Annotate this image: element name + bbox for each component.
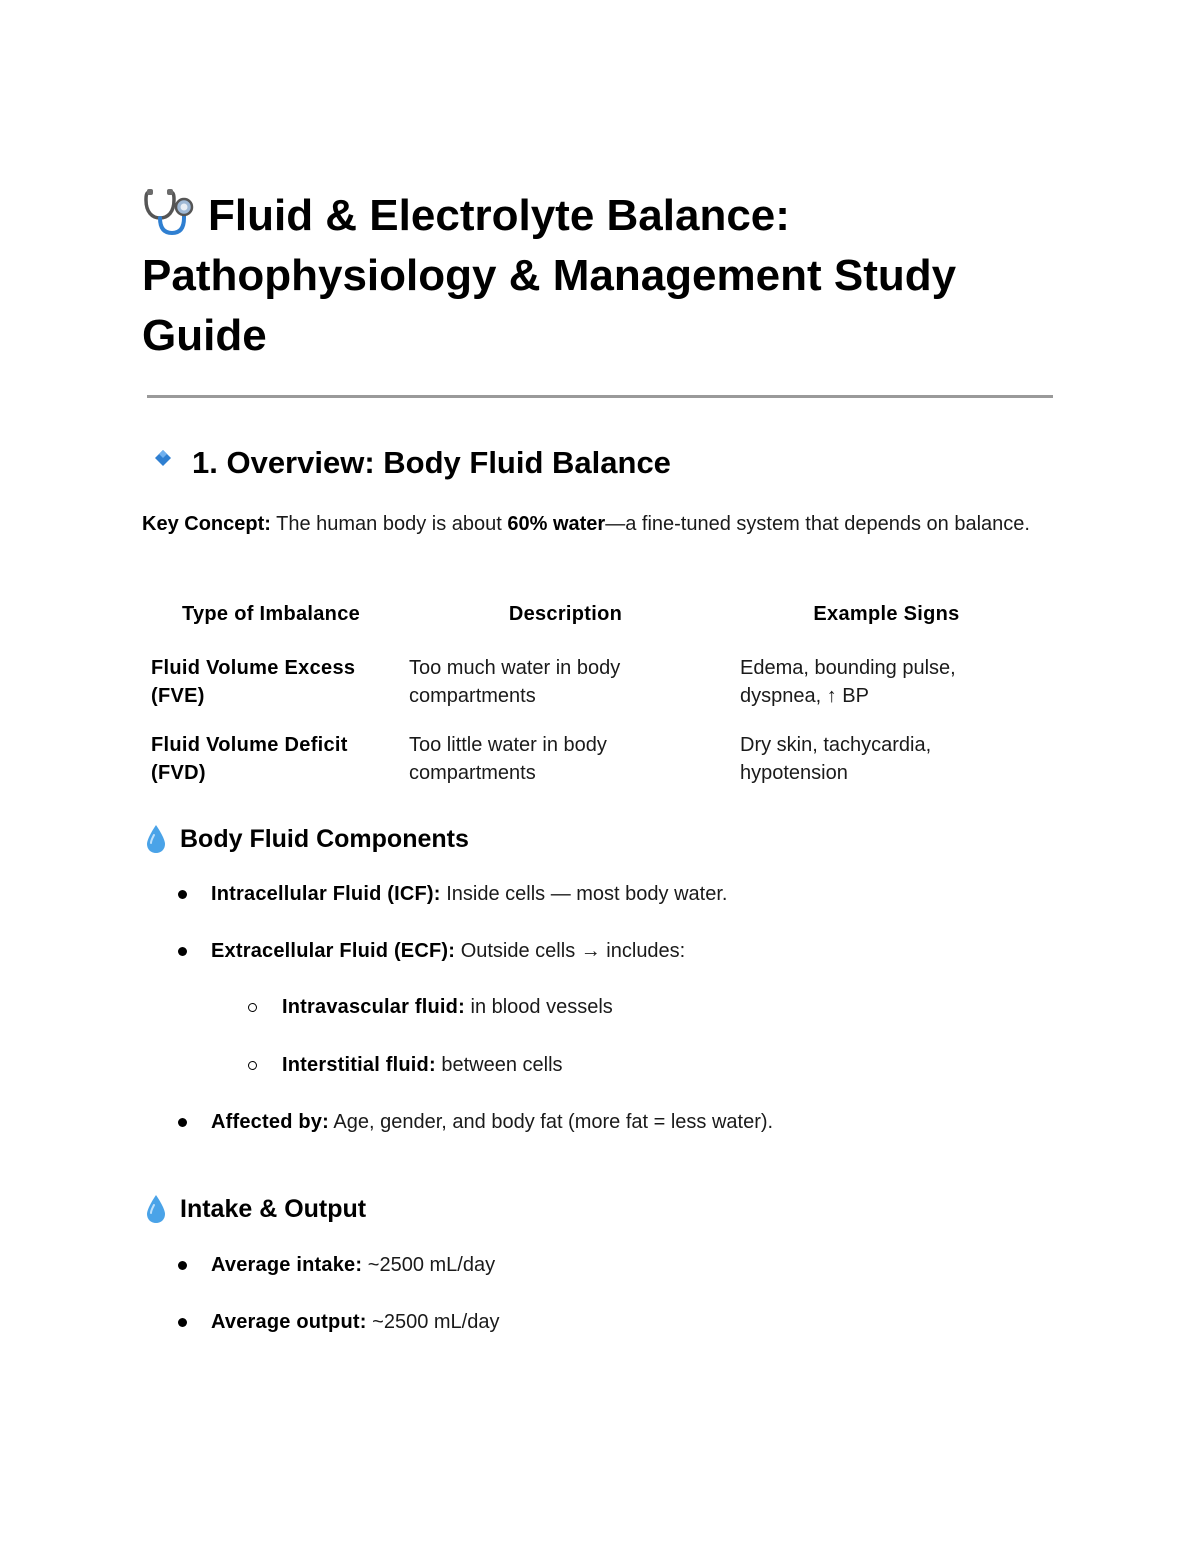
list-item: Average intake: ~2500 mL/day: [211, 1254, 496, 1276]
key-concept-emphasis: 60% water: [507, 513, 606, 535]
table-cell: Edema, bounding pulse, dyspnea, ↑ BP: [740, 657, 956, 707]
table-row: [142, 647, 1042, 724]
bullet-marker: [178, 947, 187, 956]
list-item: Average output: ~2500 mL/day: [211, 1311, 500, 1333]
subheading-intake-output: Intake & Output: [144, 1192, 366, 1226]
sub-bullet-marker: [248, 1061, 257, 1070]
table-cell: Too little water in body compartments: [409, 734, 607, 784]
bullet-marker: [178, 1318, 187, 1327]
table-header-cell: Type of Imbalance: [181, 603, 361, 625]
subheading-body-fluid-components: Body Fluid Components: [144, 822, 469, 856]
section-heading-overview: 1. Overview: Body Fluid Balance: [150, 443, 671, 483]
table-header-cell: Description: [508, 603, 623, 625]
stethoscope-icon: [142, 188, 198, 236]
bullet-marker: [178, 890, 187, 899]
table-header-cell: Example Signs: [813, 603, 960, 625]
list-item: Intravascular fluid: in blood vessels: [282, 996, 613, 1018]
imbalance-table: [142, 595, 1042, 801]
key-concept-label: Key Concept:: [142, 513, 271, 535]
table-cell: Dry skin, tachycardia, hypotension: [740, 734, 932, 784]
bullet-marker: [178, 1261, 187, 1270]
document-title: Fluid & Electrolyte Balance: Pathophysiology & Management Study Guide: [142, 186, 1042, 366]
key-concept-paragraph: Key Concept: The human body is about 60% water—a fine-tuned system that depends on balance.: [142, 513, 1030, 535]
list-item: Interstitial fluid: between cells: [282, 1054, 563, 1076]
list-item: Extracellular Fluid (ECF): Outside cells → includes:: [211, 940, 686, 962]
table-row: [142, 724, 1042, 801]
sub-bullet-marker: [248, 1003, 257, 1012]
list-item: Intracellular Fluid (ICF): Inside cells — most body water.: [211, 883, 728, 905]
table-cell: Fluid Volume Deficit (FVD): [151, 734, 348, 784]
table-cell: Too much water in body compartments: [409, 657, 621, 707]
droplet-icon: [144, 1193, 168, 1225]
table-header-row: [142, 595, 1042, 647]
horizontal-divider: [147, 395, 1053, 398]
list-item: Affected by: Age, gender, and body fat (more fat = less water).: [211, 1111, 774, 1133]
bullet-marker: [178, 1118, 187, 1127]
droplet-icon: [144, 823, 168, 855]
table-cell: Fluid Volume Excess (FVE): [151, 657, 356, 707]
blue-diamond-icon: [150, 445, 176, 471]
